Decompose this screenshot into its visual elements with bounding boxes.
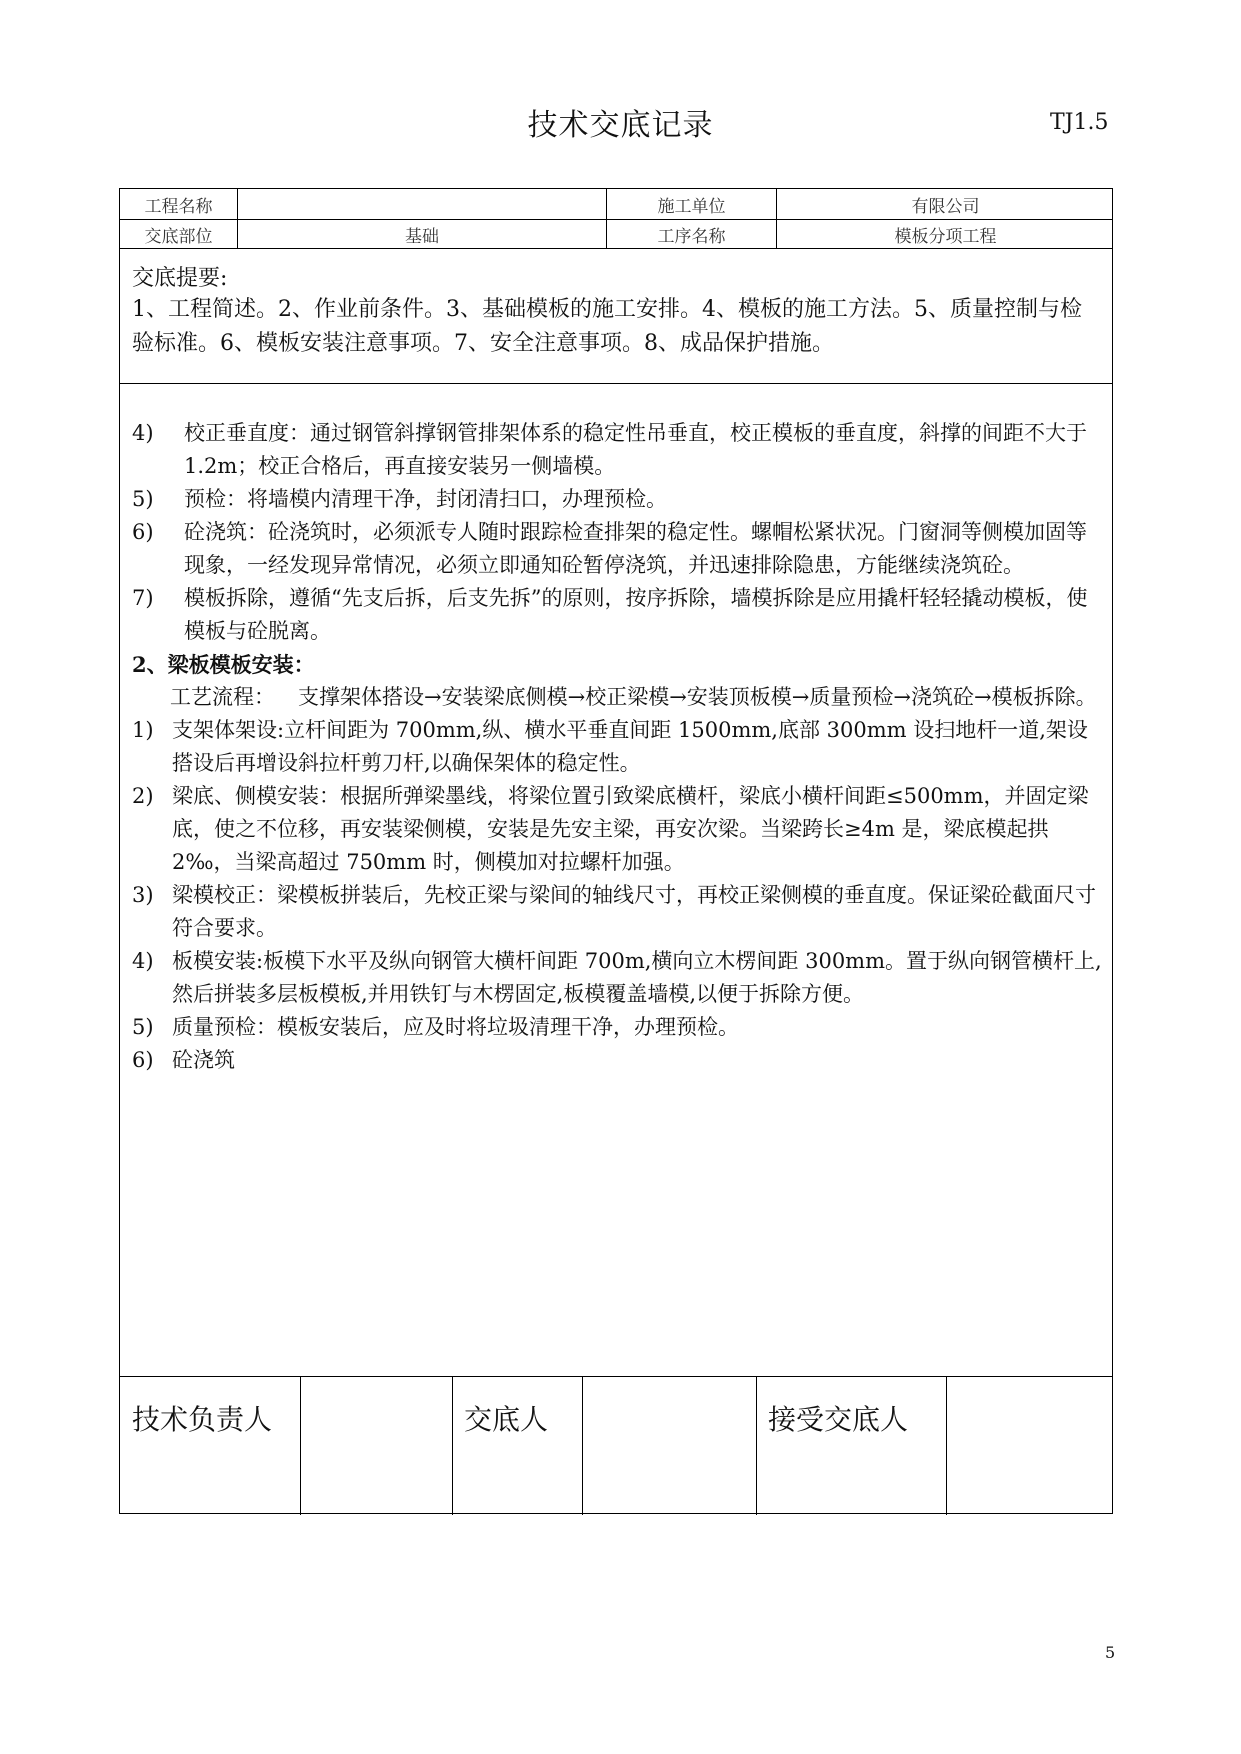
- item-text: 模板拆除，遵循“先支后拆，后支先拆”的原则，按序拆除，墙模拆除是应用撬杆轻轻撬动模板，使模板与砼脱离。: [184, 586, 1088, 643]
- item-text: 预检：将墙模内清理干净，封闭清扫口，办理预检。: [184, 487, 667, 511]
- form-table: [119, 188, 1113, 1514]
- construction-unit-value: 有限公司: [911, 196, 980, 217]
- item-number: 6): [132, 520, 154, 544]
- page-number: 5: [1105, 1643, 1116, 1662]
- summary-text: 1、工程简述。2、作业前条件。3、基础模板的施工安排。4、模板的施工方法。5、质量控制与检验标准。6、模板安装注意事项。7、安全注意事项。8、成品保护措施。: [132, 297, 1082, 356]
- item-text: 梁模校正：梁模板拼装后，先校正梁与梁间的轴线尺寸，再校正梁侧模的垂直度。保证梁砼截面尺寸符合要求。: [172, 883, 1096, 940]
- wall-item: [132, 582, 1107, 648]
- item-number: 3): [132, 883, 154, 907]
- flow-label: 工艺流程：: [170, 685, 275, 709]
- item-text: 校正垂直度：通过钢管斜撑钢管排架体系的稳定性吊垂直，校正模板的垂直度，斜撑的间距不大于 1.2m；校正合格后，再直接安装另一侧墙模。: [184, 421, 1087, 478]
- discloser-label: 交底人: [464, 1403, 549, 1436]
- item-number: 5): [132, 1015, 154, 1039]
- item-text: 质量预检：模板安装后，应及时将垃圾清理干净，办理预检。: [172, 1015, 739, 1039]
- wall-item: [132, 417, 1107, 483]
- row-divider: [120, 248, 1112, 249]
- col-divider: [582, 1376, 583, 1515]
- receiver-label: 接受交底人: [768, 1403, 909, 1436]
- beam-item: [132, 1011, 1107, 1044]
- item-number: 2): [132, 784, 154, 808]
- item-text: 砼浇筑：砼浇筑时，必须派专人随时跟踪检查排架的稳定性。螺帽松紧状况。门窗洞等侧模加固等现象，一经发现异常情况，必须立即通知砼暂停浇筑，并迅速排除隐患，方能继续浇筑砼。: [184, 520, 1087, 577]
- row-divider: [120, 1376, 1112, 1377]
- item-number: 4): [132, 421, 154, 445]
- beam-item: [132, 879, 1107, 945]
- col-divider: [452, 1376, 453, 1515]
- item-text: 支架体架设:立杆间距为 700mm,纵、横水平垂直间距 1500mm,底部 300mm 设扫地杆一道,架设搭设后再增设斜拉杆剪刀杆,以确保架体的稳定性。: [172, 718, 1088, 775]
- item-number: 4): [132, 949, 154, 973]
- item-text: 砼浇筑: [172, 1048, 235, 1072]
- beam-item: [132, 945, 1107, 1011]
- wall-item: [132, 516, 1107, 582]
- project-name-value: [238, 189, 606, 219]
- beam-item: [132, 1044, 1107, 1077]
- item-number: 5): [132, 487, 154, 511]
- construction-unit-label: 施工单位: [657, 196, 726, 217]
- item-number: 1): [132, 718, 154, 742]
- section-heading: 2、梁板模板安装：: [132, 652, 315, 677]
- process-label: 工序名称: [657, 226, 726, 247]
- page-title: 技术交底记录: [527, 108, 714, 143]
- item-text: 板模安装:板模下水平及纵向钢管大横杆间距 700m,横向立木楞间距 300mm。置于纵向钢管横杆上,然后拼装多层板模板,并用铁钉与木楞固定,板模覆盖墙模,以便于拆除方便。: [172, 949, 1102, 1006]
- flow-text: 支撑架体搭设→安装梁底侧模→校正梁模→安装顶板模→质量预检→浇筑砼→模板拆除。: [298, 685, 1097, 709]
- project-name-label: 工程名称: [144, 196, 213, 217]
- form-code: TJ1.5: [1050, 110, 1109, 135]
- disclosure-body: [132, 417, 1107, 1077]
- process-flow: [170, 681, 1107, 714]
- wall-item: [132, 483, 1107, 516]
- col-divider: [946, 1376, 947, 1515]
- item-number: 6): [132, 1048, 154, 1072]
- beam-item: [132, 714, 1107, 780]
- beam-item: [132, 780, 1107, 879]
- location-value: 基础: [405, 226, 439, 247]
- col-divider: [300, 1376, 301, 1515]
- location-label: 交底部位: [144, 226, 213, 247]
- process-value: 模板分项工程: [894, 226, 997, 247]
- row-divider: [120, 383, 1112, 384]
- col-divider: [756, 1376, 757, 1515]
- tech-lead-label: 技术负责人: [132, 1403, 273, 1436]
- item-text: 梁底、侧模安装：根据所弹梁墨线，将梁位置引致梁底横杆，梁底小横杆间距≤500mm，并固定梁底，使之不位移，再安装梁侧模，安装是先安主梁，再安次梁。当梁跨长≥4m 是，梁底模起拱 2‰，当梁高超过 750mm 时，侧模加对拉螺杆加强。: [172, 784, 1089, 874]
- item-number: 7): [132, 586, 154, 610]
- summary-label: 交底提要:: [132, 266, 228, 291]
